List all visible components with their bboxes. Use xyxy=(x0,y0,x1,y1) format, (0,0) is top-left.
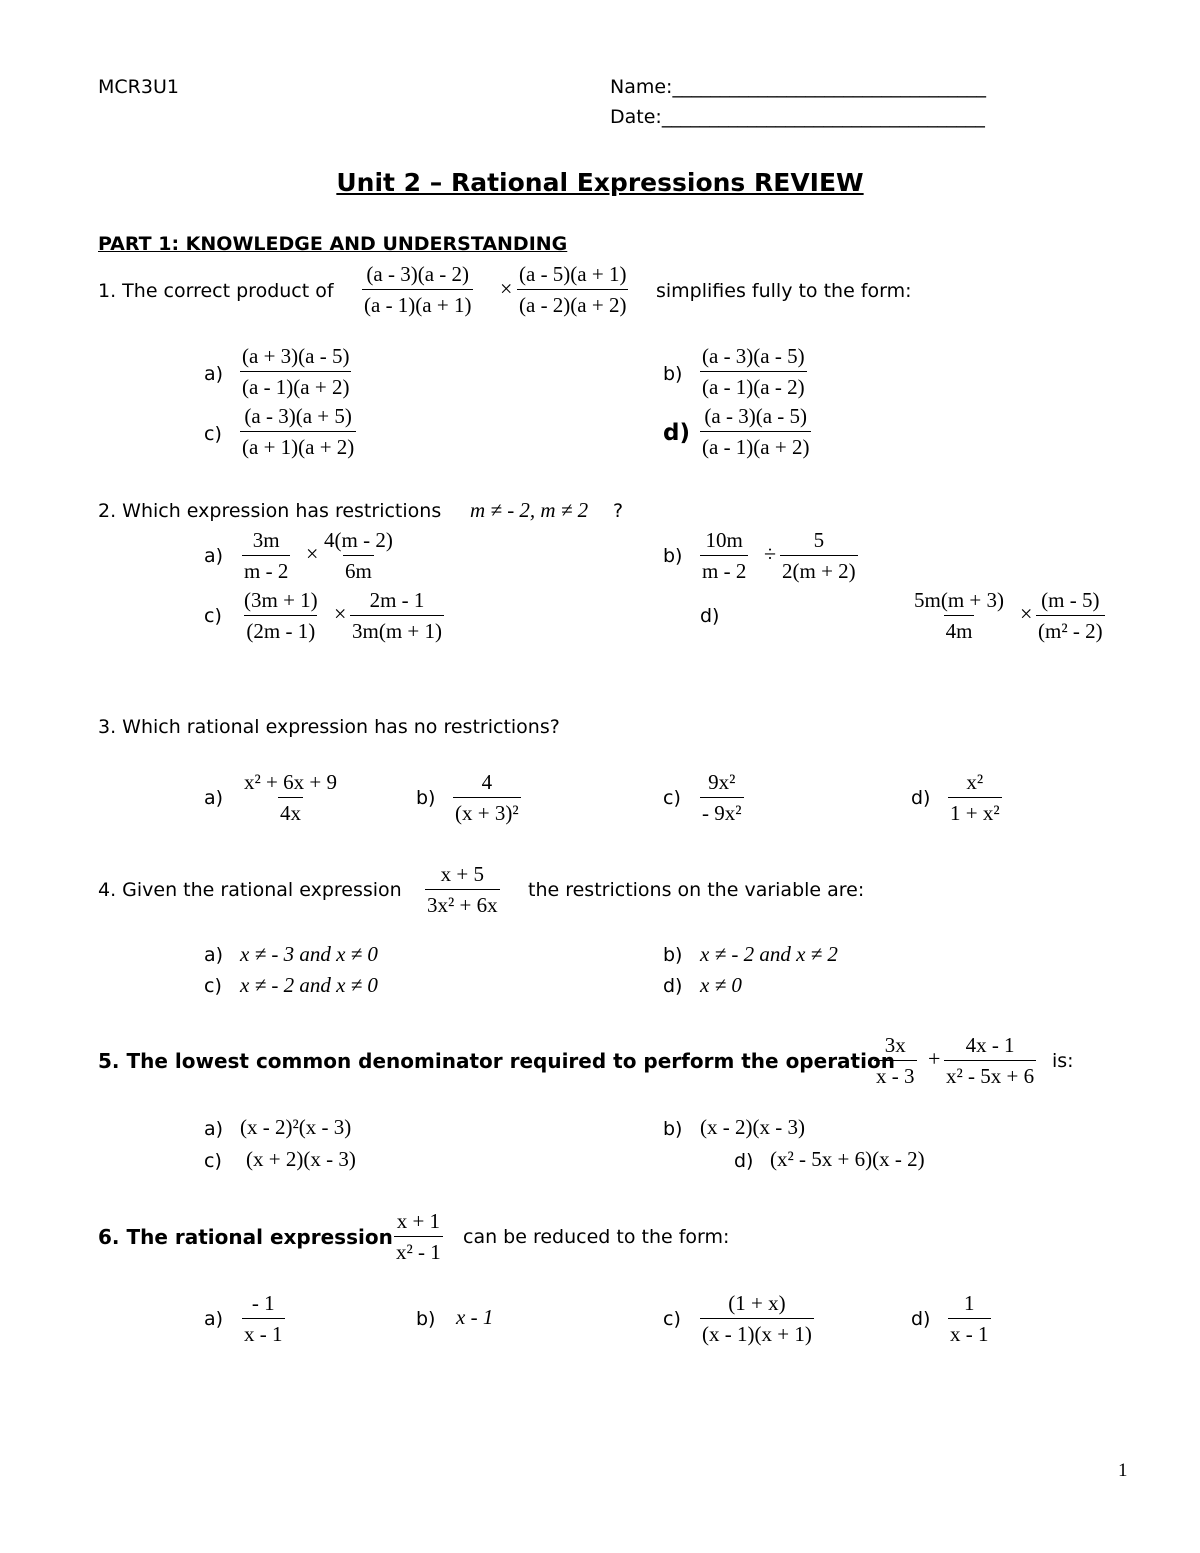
q6-d-numerator: 1 xyxy=(964,1291,975,1315)
q6-option-c-label[interactable]: c) xyxy=(663,1308,681,1330)
q5-option-a[interactable]: (x - 2)²(x - 3) xyxy=(240,1115,352,1139)
q4-option-c[interactable]: x ≠ - 2 and x ≠ 0 xyxy=(240,973,378,997)
q3-d-numerator: x² xyxy=(966,770,984,794)
q3-a-numerator: x² + 6x + 9 xyxy=(244,770,337,794)
q6-option-c[interactable] xyxy=(700,1290,814,1347)
q1-b-denominator: (a - 1)(a - 2) xyxy=(700,371,807,400)
q1-c-numerator: (a - 3)(a + 5) xyxy=(244,404,352,428)
q1-prompt: 1. The correct product of xyxy=(98,280,334,302)
q2-option-c-label[interactable]: c) xyxy=(204,605,222,627)
q2-c-fraction-2[interactable] xyxy=(350,587,444,644)
q2-c-f1-numerator: (3m + 1) xyxy=(244,588,318,612)
q3-prompt: 3. Which rational expression has no restrictions? xyxy=(98,716,560,738)
q3-option-c-label[interactable]: c) xyxy=(663,787,681,809)
name-field-label: Name:_________________________________ xyxy=(610,76,986,98)
q5-f1-numerator: 3x xyxy=(884,1033,906,1057)
q2-d-f1-denominator: 4m xyxy=(944,615,975,644)
q3-option-d-label[interactable]: d) xyxy=(911,787,931,809)
q6-a-numerator: - 1 xyxy=(251,1291,275,1315)
q3-option-b-label[interactable]: b) xyxy=(416,787,436,809)
q6-denominator: x² - 1 xyxy=(394,1236,443,1265)
q5-option-b-label[interactable]: b) xyxy=(663,1118,683,1140)
q2-a-f2-numerator: 4(m - 2) xyxy=(324,528,393,552)
q6-c-denominator: (x - 1)(x + 1) xyxy=(700,1318,814,1347)
page-number: 1 xyxy=(1118,1460,1128,1481)
course-code: MCR3U1 xyxy=(98,76,179,98)
q6-a-denominator: x - 1 xyxy=(242,1318,285,1347)
q5-option-b[interactable]: (x - 2)(x - 3) xyxy=(700,1115,805,1139)
q4-option-d-label[interactable]: d) xyxy=(663,975,683,997)
q2-b-f1-denominator: m - 2 xyxy=(700,555,748,584)
q1-option-c-label[interactable]: c) xyxy=(204,423,222,445)
q2-b-fraction-2[interactable] xyxy=(780,527,858,584)
q6-option-b[interactable]: x - 1 xyxy=(456,1305,494,1329)
q1-option-b[interactable] xyxy=(700,343,807,400)
q1-times-sign: × xyxy=(500,276,513,301)
q3-a-denominator: 4x xyxy=(278,797,303,826)
q3-option-a[interactable] xyxy=(242,769,339,826)
q3-option-b[interactable] xyxy=(453,769,521,826)
q3-d-denominator: 1 + x² xyxy=(948,797,1002,826)
q1-f2-numerator: (a - 5)(a + 1) xyxy=(519,262,627,286)
q2-c-f2-numerator: 2m - 1 xyxy=(369,588,425,612)
q2-option-d-label[interactable]: d) xyxy=(700,605,720,627)
q4-option-a[interactable]: x ≠ - 3 and x ≠ 0 xyxy=(240,942,378,966)
q4-denominator: 3x² + 6x xyxy=(425,889,500,918)
q3-c-denominator: - 9x² xyxy=(700,797,744,826)
q1-d-numerator: (a - 3)(a - 5) xyxy=(704,404,808,428)
q2-d-fraction-1[interactable] xyxy=(912,587,1006,644)
q3-c-numerator: 9x² xyxy=(708,770,736,794)
q4-option-d[interactable]: x ≠ 0 xyxy=(700,973,742,997)
q2-a-fraction-2[interactable] xyxy=(322,527,395,584)
q1-fraction-1 xyxy=(362,261,473,318)
q3-option-c[interactable] xyxy=(700,769,744,826)
q6-c-numerator: (1 + x) xyxy=(728,1291,786,1315)
q3-b-numerator: 4 xyxy=(481,770,493,794)
q4-suffix: the restrictions on the variable are: xyxy=(528,879,865,901)
q5-f2-denominator: x² - 5x + 6 xyxy=(944,1060,1036,1089)
q1-a-denominator: (a - 1)(a + 2) xyxy=(240,371,351,400)
q5-plus-sign: + xyxy=(928,1046,941,1071)
q1-a-numerator: (a + 3)(a - 5) xyxy=(242,344,350,368)
q1-option-b-label[interactable]: b) xyxy=(663,363,683,385)
q5-option-d[interactable]: (x² - 5x + 6)(x - 2) xyxy=(770,1147,925,1171)
part1-heading: PART 1: KNOWLEDGE AND UNDERSTANDING xyxy=(98,233,568,255)
q6-option-a[interactable] xyxy=(242,1290,285,1347)
q2-a-f2-denominator: 6m xyxy=(343,555,374,584)
q1-suffix: simplifies fully to the form: xyxy=(656,280,912,302)
q6-option-a-label[interactable]: a) xyxy=(204,1308,224,1330)
q2-d-f2-denominator: (m² - 2) xyxy=(1036,615,1105,644)
q5-option-c-label[interactable]: c) xyxy=(204,1150,222,1172)
q2-c-operator: × xyxy=(334,601,347,626)
q4-option-c-label[interactable]: c) xyxy=(204,975,222,997)
q6-option-d[interactable] xyxy=(948,1290,991,1347)
q4-expression xyxy=(425,861,500,918)
q5-option-d-label[interactable]: d) xyxy=(734,1150,754,1172)
q1-d-denominator: (a - 1)(a + 2) xyxy=(700,431,811,460)
q6-option-d-label[interactable]: d) xyxy=(911,1308,931,1330)
q5-option-a-label[interactable]: a) xyxy=(204,1118,224,1140)
q3-option-d[interactable] xyxy=(948,769,1002,826)
q2-prompt: 2. Which expression has restrictions xyxy=(98,500,442,522)
q4-option-b-label[interactable]: b) xyxy=(663,944,683,966)
q2-a-f1-numerator: 3m xyxy=(252,528,280,552)
q2-d-f2-numerator: (m - 5) xyxy=(1041,588,1100,612)
q2-d-f1-numerator: 5m(m + 3) xyxy=(914,588,1004,612)
q1-f1-denominator: (a - 1)(a + 1) xyxy=(362,289,473,318)
q2-option-a-label[interactable]: a) xyxy=(204,545,224,567)
q1-c-denominator: (a + 1)(a + 2) xyxy=(240,431,356,460)
q1-option-d[interactable] xyxy=(700,403,811,460)
q2-c-f2-denominator: 3m(m + 1) xyxy=(350,615,444,644)
page-title: Unit 2 – Rational Expressions REVIEW xyxy=(336,168,864,197)
q1-b-numerator: (a - 3)(a - 5) xyxy=(702,344,805,368)
q1-option-c[interactable] xyxy=(240,403,356,460)
q2-b-f2-denominator: 2(m + 2) xyxy=(780,555,858,584)
q3-b-denominator: (x + 3)² xyxy=(453,797,521,826)
q4-option-b[interactable]: x ≠ - 2 and x ≠ 2 xyxy=(700,942,838,966)
q4-numerator: x + 5 xyxy=(440,862,484,886)
q5-option-c[interactable]: (x + 2)(x - 3) xyxy=(246,1147,356,1171)
q1-f1-numerator: (a - 3)(a - 2) xyxy=(366,262,470,286)
q4-prompt: 4. Given the rational expression xyxy=(98,879,402,901)
q2-a-f1-denominator: m - 2 xyxy=(242,555,290,584)
q6-option-b-label[interactable]: b) xyxy=(416,1308,436,1330)
q2-b-fraction-1[interactable] xyxy=(700,527,748,584)
q1-option-d-label[interactable]: d) xyxy=(663,420,690,446)
q4-option-a-label[interactable]: a) xyxy=(204,944,224,966)
q2-a-operator: × xyxy=(306,541,319,566)
q2-c-f1-denominator: (2m - 1) xyxy=(244,615,317,644)
q2-option-b-label[interactable]: b) xyxy=(663,545,683,567)
q2-c-fraction-1[interactable] xyxy=(242,587,320,644)
q2-b-f1-numerator: 10m xyxy=(705,528,743,552)
q5-prompt: 5. The lowest common denominator required to perform the operation xyxy=(98,1049,895,1073)
q5-fraction-1 xyxy=(874,1032,917,1089)
q2-a-fraction-1[interactable] xyxy=(242,527,290,584)
q1-option-a[interactable] xyxy=(240,343,351,400)
q6-numerator: x + 1 xyxy=(396,1209,441,1233)
q2-restriction: m ≠ - 2, m ≠ 2 xyxy=(470,498,589,522)
q6-suffix: can be reduced to the form: xyxy=(463,1226,730,1248)
q2-d-operator: × xyxy=(1020,601,1033,626)
q1-option-a-label[interactable]: a) xyxy=(204,363,224,385)
q2-d-fraction-2[interactable] xyxy=(1036,587,1105,644)
q1-fraction-2 xyxy=(517,261,628,318)
q5-f2-numerator: 4x - 1 xyxy=(965,1033,1015,1057)
q5-f1-denominator: x - 3 xyxy=(874,1060,917,1089)
q6-prompt: 6. The rational expression xyxy=(98,1225,393,1249)
q6-expression xyxy=(394,1208,443,1265)
q3-option-a-label[interactable]: a) xyxy=(204,787,224,809)
q5-fraction-2 xyxy=(944,1032,1036,1089)
q2-question-mark: ? xyxy=(613,500,624,522)
q1-f2-denominator: (a - 2)(a + 2) xyxy=(517,289,628,318)
q6-d-denominator: x - 1 xyxy=(948,1318,991,1347)
date-field-label: Date:__________________________________ xyxy=(610,106,985,128)
q2-b-f2-numerator: 5 xyxy=(813,528,825,552)
q5-suffix: is: xyxy=(1052,1050,1074,1072)
q2-b-operator: ÷ xyxy=(764,541,777,566)
